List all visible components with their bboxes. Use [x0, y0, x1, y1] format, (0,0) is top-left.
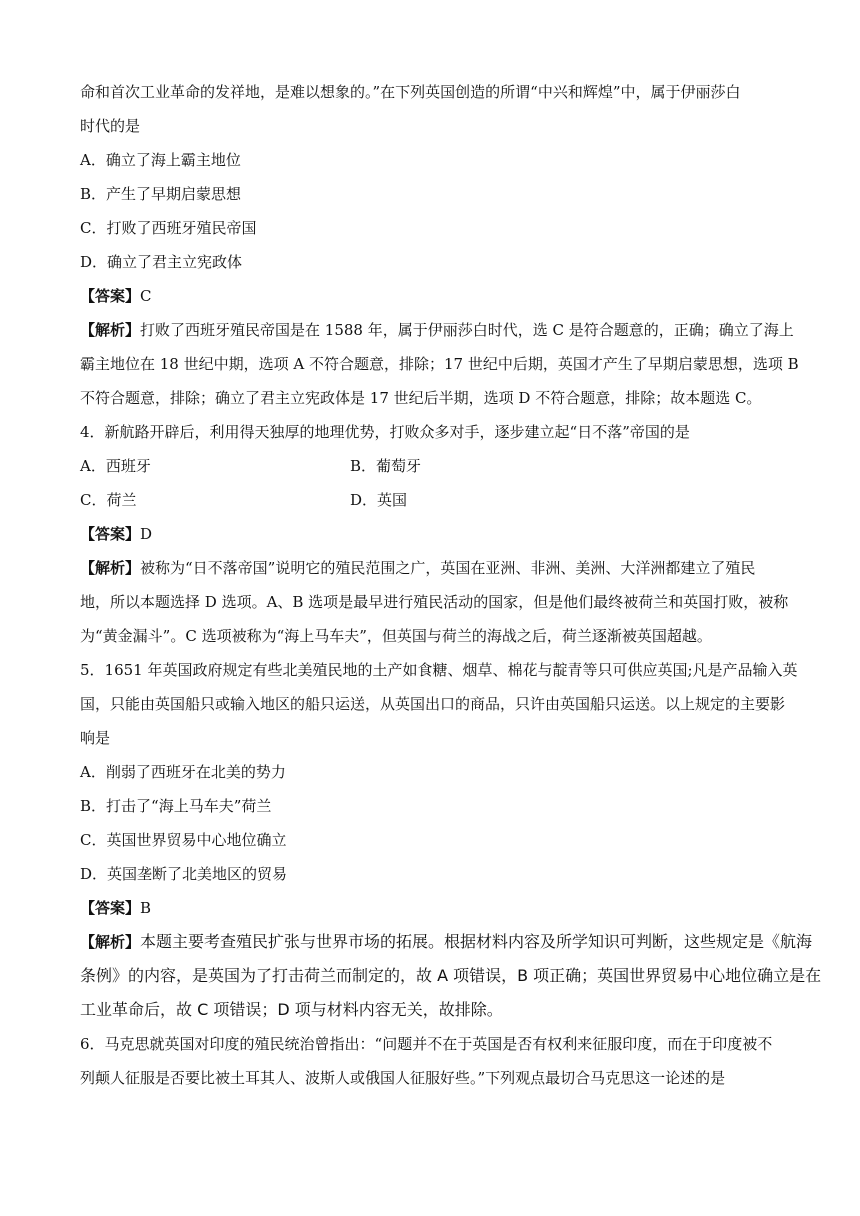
q3-explanation-line-1 [80, 320, 794, 340]
q4-answer [80, 524, 780, 544]
q4-explanation-line-1 [80, 558, 780, 578]
q3-option-a: A．确立了海上霸主地位 [80, 151, 241, 169]
q3-option-c: C．打败了西班牙殖民帝国 [80, 219, 257, 237]
q6-stem-line-2: 列颠人征服是否要比被土耳其人、波斯人或俄国人征服好些。”下列观点最切合马克思这一论述的是 [80, 1069, 726, 1087]
q4-option-b: B．葡萄牙 [350, 457, 422, 475]
q5-answer [80, 898, 780, 918]
q5-option-c: C．英国世界贸易中心地位确立 [80, 831, 287, 849]
q4-explanation-line-2: 地，所以本题选择 D 选项。A、B 选项是最早进行殖民活动的国家，但是他们最终被荷兰和英国打败，被称 [80, 593, 789, 611]
q6-stem-line-1: 6．马克思就英国对印度的殖民统治曾指出：“问题并不在于英国是否有权利来征服印度，而在于印度被不 [80, 1035, 773, 1053]
q5-explanation-line-2: 条例》的内容，是英国为了打击荷兰而制定的，故 A 项错误，B 项正确；英国世界贸易中心地位确立是在 [80, 966, 822, 985]
q4-option-c: C．荷兰 [80, 491, 137, 509]
q4-option-a: A．西班牙 [80, 457, 151, 475]
q5-stem-line-2: 国，只能由英国船只或输入地区的船只运送，从英国出口的商品，只许由英国船只运送。以上规定的主要影 [80, 695, 786, 713]
answer-value: B [140, 899, 152, 917]
q5-option-b: B．打击了“海上马车夫”荷兰 [80, 797, 272, 815]
q3-option-b: B．产生了早期启蒙思想 [80, 185, 242, 203]
q4-option-d: D．英国 [350, 491, 408, 509]
q5-stem-line-1: 5．1651 年英国政府规定有些北美殖民地的土产如食糖、烟草、棉花与靛青等只可供应英国;凡是产品输入英 [80, 661, 798, 679]
q3-option-d: D．确立了君主立宪政体 [80, 253, 243, 271]
answer-value: D [140, 525, 153, 543]
q4-options-row-2 [80, 490, 780, 510]
q4-stem: 4．新航路开辟后，利用得天独厚的地理优势，打败众多对手，逐步建立起“日不落”帝国的是 [80, 423, 690, 441]
q4-explanation-line-3: 为“黄金漏斗”。C 选项被称为“海上马车夫”，但英国与荷兰的海战之后，荷兰逐渐被英国超越。 [80, 627, 712, 645]
q3-stem-line-2: 时代的是 [80, 117, 141, 135]
q5-stem-line-3: 响是 [80, 729, 111, 747]
answer-value: C [140, 287, 152, 305]
q3-stem-line-1: 命和首次工业革命的发祥地，是难以想象的。”在下列英国创造的所谓“中兴和辉煌”中，属于伊丽莎白 [80, 83, 741, 101]
answer-label: 【答案】 [80, 899, 141, 917]
explanation-label: 【解析】 [80, 321, 141, 339]
q5-option-a: A．削弱了西班牙在北美的势力 [80, 763, 286, 781]
explanation-text: 本题主要考查殖民扩张与世界市场的拓展。根据材料内容及所学知识可判断，这些规定是《航海 [140, 932, 813, 951]
explanation-text: 打败了西班牙殖民帝国是在 1588 年，属于伊丽莎白时代，选 C 是符合题意的，正确；确立了海上 [140, 321, 794, 339]
q5-explanation-line-3: 工业革命后，故 C 项错误；D 项与材料内容无关，故排除。 [80, 1000, 503, 1019]
explanation-label: 【解析】 [80, 933, 141, 951]
explanation-label: 【解析】 [80, 559, 141, 577]
q4-options-row-1 [80, 456, 780, 476]
q3-explanation-line-3: 不符合题意，排除；确立了君主立宪政体是 17 世纪后半期，选项 D 不符合题意，排除；故本题选 C。 [80, 389, 762, 407]
answer-label: 【答案】 [80, 287, 141, 305]
explanation-text: 被称为“日不落帝国”说明它的殖民范围之广，英国在亚洲、非洲、美洲、大洋洲都建立了殖民 [140, 559, 756, 577]
q3-explanation-line-2: 霸主地位在 18 世纪中期，选项 A 不符合题意，排除；17 世纪中后期，英国才产生了早期启蒙思想，选项 B [80, 355, 799, 373]
q5-explanation-line-1 [80, 932, 813, 952]
q3-answer [80, 286, 780, 306]
answer-label: 【答案】 [80, 525, 141, 543]
q5-option-d: D．英国垄断了北美地区的贸易 [80, 865, 288, 883]
